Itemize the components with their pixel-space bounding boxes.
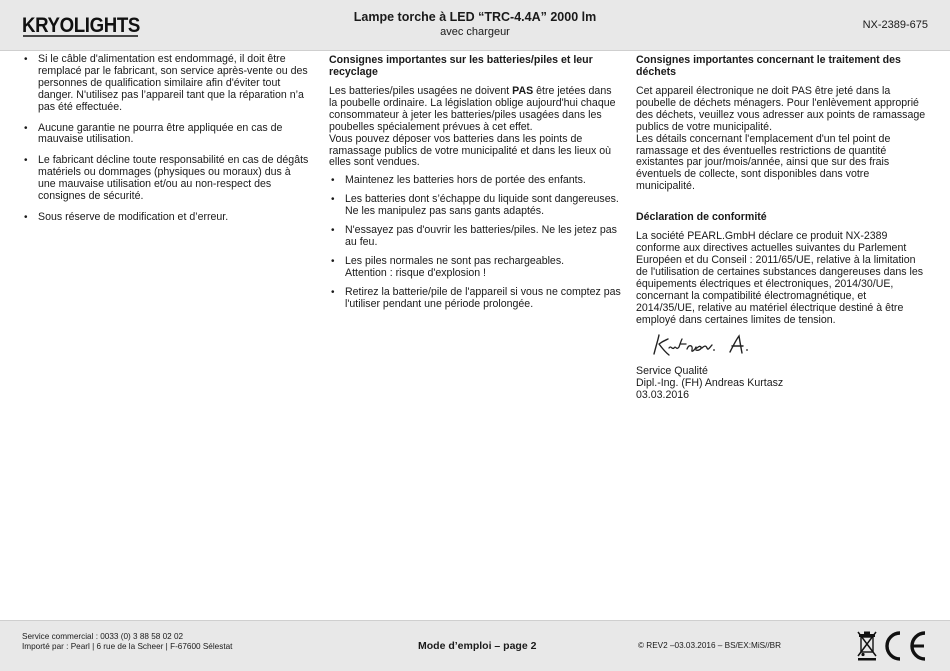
signature-date: 03.03.2016 [636, 389, 690, 402]
product-title: Lampe torche à LED “TRC-4.4A” 2000 lm [353, 10, 597, 24]
page-label: Mode d’emploi – page 2 [418, 640, 537, 652]
battery-intro [329, 86, 621, 169]
ce-mark-icon [880, 629, 928, 663]
handwritten-signature [650, 332, 770, 358]
page-header [0, 0, 950, 51]
battery-bullet-list [329, 175, 621, 310]
explosion-warning: Attention : risque d'explosion ! [345, 266, 487, 279]
sales-phone: Service commercial : 0033 (0) 3 88 58 02 02 [22, 632, 184, 641]
page-footer [0, 620, 950, 671]
list-item: • Les batteries dont s’échappe du liquide sont dangereuses. Ne les manipulez pas sans gants adaptés. [329, 194, 621, 218]
weee-bin-icon [856, 629, 878, 661]
battery-intro-emphasis: PAS [512, 85, 534, 97]
list-item: • Si le câble d'alimentation est endommagé, il doit être remplacé par le fabricant, son service après-vente ou des personnes de qualification similaire afin d'éviter tout danger. N'utilisez pas l’appareil tant que la réparation n’a pas été effectuée. [22, 54, 310, 114]
list-item: • Maintenez les batteries hors de portée des enfants. [329, 175, 621, 187]
revision-info: © REV2 –03.03.2016 – BS/EX:MiS//BR [638, 641, 782, 650]
safety-bullet-list [22, 54, 310, 224]
column-waste-and-conformity [636, 54, 928, 402]
battery-intro-part-3: Vous pouvez déposer vos batteries dans les points de ramassage publics de votre municipalité et dans les lieux où elles sont vendues. [329, 132, 612, 169]
waste-para-2: Les détails concernant l'emplacement d'un tel point de ramassage et des éventuelles restrictions de quantité existantes par jour/mois/année, ainsi que sur des frais éventuels de collecte, sont disponibles dans votre municipalité. [636, 132, 891, 193]
signer-role: Service Qualité [636, 365, 708, 378]
document-number: NX-2389-675 [862, 19, 928, 31]
list-item: • Le fabricant décline toute responsabilité en cas de dégâts matériels ou dommages (physiques ou moraux) dus à une mauvaise utilisation et/ou au non-respect des consignes de sécurité. [22, 155, 310, 203]
conformity-text: La société PEARL.GmbH déclare ce produit NX-2389 conforme aux directives actuelles suivantes du Parlement Européen et du Conseil : 2011/65/UE, relative à la limitation de l'utilisation de certaines substances dangereuses dans les équipements électriques et électroniques, 2014/30/UE, concernant la compatibilité électromagnétique, et 2014/35/UE, relative au matériel électrique destiné à être employé dans certaines limites de tension. [636, 230, 924, 326]
bullet-text: Les piles normales ne sont pas rechargeables. [345, 254, 565, 267]
product-subtitle: avec chargeur [440, 26, 510, 38]
battery-heading: Consignes importantes sur les batteries/piles et leur recyclage [329, 54, 593, 78]
list-item: • Retirez la batterie/pile de l'appareil si vous ne comptez pas l'utiliser pendant une période prolongée. [329, 287, 621, 311]
battery-intro-part-1: Les batteries/piles usagées ne doivent [329, 85, 510, 97]
conformity-heading: Déclaration de conformité [636, 211, 767, 224]
signer-name: Dipl.-Ing. (FH) Andreas Kurtasz [636, 377, 784, 390]
column-safety-notes [22, 54, 310, 233]
column-battery-recycling [329, 54, 621, 318]
list-item: • Sous réserve de modification et d’erreur. [22, 212, 310, 224]
list-item [329, 256, 621, 280]
importer-address: Importé par : Pearl | 6 rue de la Scheer | F-67600 Sélestat [22, 642, 233, 651]
footer-contact [22, 632, 232, 652]
waste-para-1: Cet appareil électronique ne doit PAS être jeté dans la poubelle de déchets ménagers. Pour l'enlèvement approprié des déchets, veuillez vous adresser aux points de ramassage publics de votre municipalité. [636, 85, 926, 133]
waste-heading: Consignes importantes concernant le traitement des déchets [636, 54, 901, 78]
list-item: • N'essayez pas d'ouvrir les batteries/piles. Ne les jetez pas au feu. [329, 225, 621, 249]
waste-text [636, 86, 928, 193]
list-item: • Aucune garantie ne pourra être appliquée en cas de mauvaise utilisation. [22, 123, 310, 147]
battery-intro-part-2: être jetées dans la poubelle ordinaire. La législation oblige aujourd'hui chaque consommateur à jeter les batteries/piles usagées dans les poubelles spécialement prévues à cet effet. [329, 85, 616, 133]
svg-text:KRYOLIGHTS: KRYOLIGHTS [22, 14, 141, 37]
